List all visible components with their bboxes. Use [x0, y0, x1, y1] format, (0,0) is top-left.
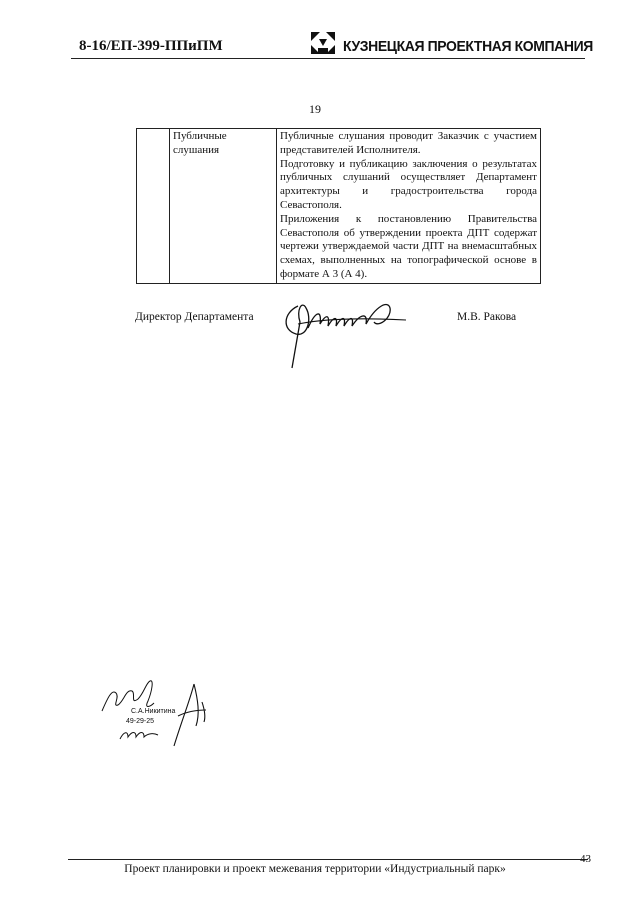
description-paragraph: Публичные слушания проводит Заказчик с участием представителей Исполнителя. [280, 130, 537, 156]
procedure-table [136, 128, 541, 284]
company-name: КУЗНЕЦКАЯ ПРОЕКТНАЯ КОМПАНИЯ [343, 38, 593, 55]
executor-initials [118, 727, 160, 745]
footer-page-number: 43 [580, 853, 591, 865]
description-paragraph: Приложения к постановлению Правительства Севастополя об утверждении проекта ДПТ содержат чертежи утверждаемой части ДПТ на внемасштабных схемах, выполненных на топографической основе в формате А 3 (А 4). [280, 212, 537, 280]
executor-name: С.А.Никитина [131, 708, 176, 715]
table-cell-number [137, 129, 170, 284]
company-logo-icon [310, 31, 336, 55]
description-paragraph: Подготовку и публикацию заключения о результатах публичных слушаний осуществляет Департамент архитектуры и градостроительства города Севастополя. [280, 157, 537, 211]
approval-mark [168, 680, 210, 750]
executor-phone: 49-29-25 [126, 718, 155, 725]
footer-divider [68, 859, 588, 860]
header-divider [71, 58, 585, 59]
page-number: 19 [309, 102, 321, 116]
signatory-name: М.В. Ракова [457, 311, 517, 323]
document-code: 8-16/ЕП-399-ППиПМ [79, 38, 223, 54]
signatory-title: Директор Департамента [135, 311, 254, 323]
director-signature [278, 288, 413, 373]
table-row [137, 129, 541, 284]
table-cell-description [277, 129, 541, 284]
footer-title: Проект планировки и проект межевания территории «Индустриальный парк» [124, 863, 506, 875]
table-cell-stage: Публичные слушания [170, 129, 277, 284]
